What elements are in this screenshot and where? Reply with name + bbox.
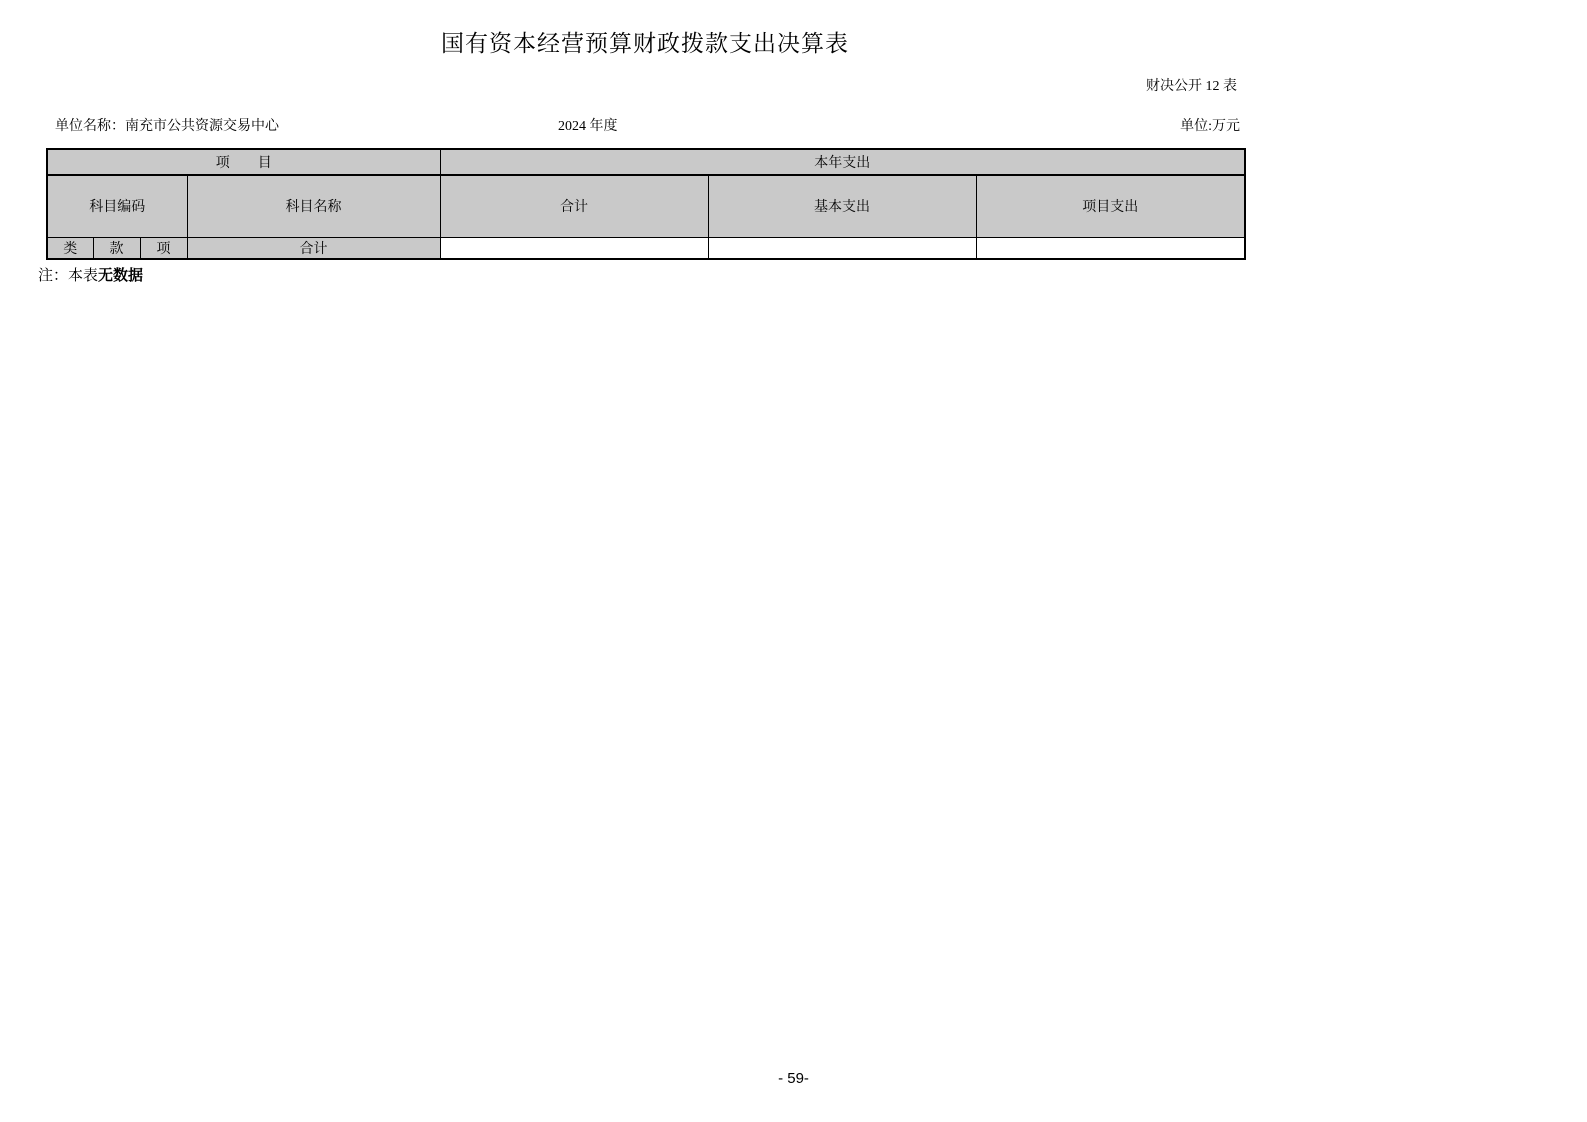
footnote-prefix: 注：本表 [38,268,99,284]
total-row-basic-value [708,237,976,259]
header-current-year-expenditure: 本年支出 [440,149,1245,175]
header-subject-code: 科目编码 [47,175,187,237]
fiscal-year-label: 2024 年度 [558,119,618,134]
unit-name-label: 单位名称： [55,119,125,134]
page-title: 国有资本经营预算财政拨款支出决算表 [441,31,849,56]
unit-name-value: 南充市公共资源交易中心 [125,119,279,134]
header-section: 款 [93,237,140,259]
header-total: 合计 [440,175,708,237]
header-subject-name: 科目名称 [187,175,440,237]
form-number-label: 财决公开 12 表 [1146,79,1237,94]
expenditure-table [46,148,1246,260]
total-row-total-value [440,237,708,259]
total-row-project-value [976,237,1245,259]
table-row [47,149,1245,175]
footnote [38,267,143,285]
unit-measure-label: 单位:万元 [1180,119,1240,134]
header-item: 项 [140,237,187,259]
header-project-expenditure: 项目支出 [976,175,1245,237]
footnote-emphasis: 无数据 [98,268,144,284]
header-basic-expenditure: 基本支出 [708,175,976,237]
table-row [47,237,1245,259]
table-row [47,175,1245,237]
total-row-label: 合计 [187,237,440,259]
header-category: 类 [47,237,93,259]
header-project: 项 目 [47,149,440,175]
page-number: - 59- [778,1070,809,1087]
